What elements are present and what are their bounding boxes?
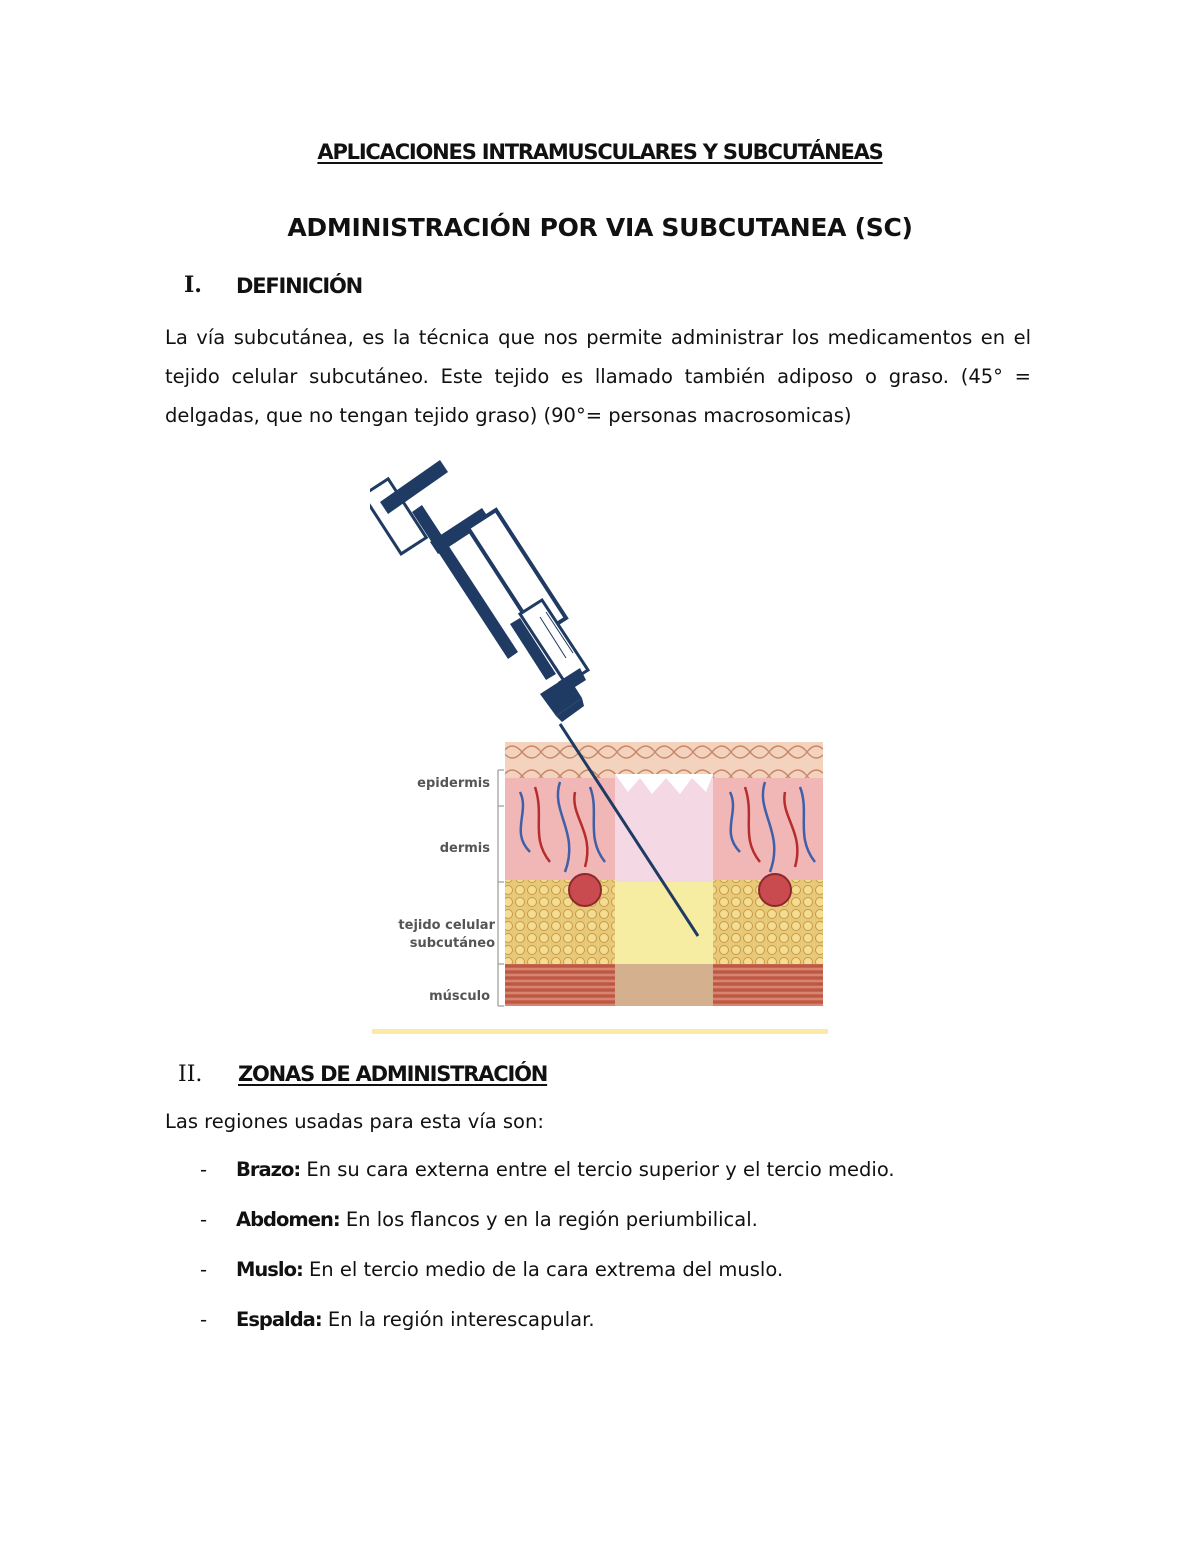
definition-paragraph bbox=[165, 318, 1031, 435]
regions-intro: Las regiones usadas para esta vía son: bbox=[165, 1110, 544, 1133]
syringe-skin-illustration bbox=[370, 452, 830, 1037]
region-description: En su cara externa entre el tercio superior y el tercio medio. bbox=[300, 1158, 895, 1181]
definition-line: tejido celular subcutáneo. Este tejido es llamado también adiposo o graso. (45° = bbox=[165, 365, 1031, 388]
tissue-cross-section bbox=[615, 742, 713, 1006]
definition-line: delgadas, que no tengan tejido graso) (90°= personas macrosomicas) bbox=[165, 404, 852, 427]
section-2-heading: ZONAS DE ADMINISTRACIÓN bbox=[238, 1062, 548, 1086]
label-tejido-celular: tejido celular bbox=[398, 918, 495, 933]
page-title: APLICACIONES INTRAMUSCULARES Y SUBCUTÁNEAS bbox=[317, 140, 883, 164]
region-term: Muslo: bbox=[236, 1258, 303, 1281]
label-subcutaneo: subcutáneo bbox=[409, 936, 495, 951]
layer-bracket bbox=[498, 770, 504, 1006]
list-dash: - bbox=[200, 1308, 208, 1331]
document-subtitle: ADMINISTRACIÓN POR VIA SUBCUTANEA (SC) bbox=[287, 213, 913, 242]
list-dash: - bbox=[200, 1158, 208, 1181]
section-1-heading: DEFINICIÓN bbox=[236, 274, 362, 298]
skin-block-right bbox=[713, 742, 823, 1006]
list-item bbox=[200, 1258, 895, 1308]
label-epidermis: epidermis bbox=[417, 776, 490, 791]
label-dermis: dermis bbox=[439, 841, 490, 856]
regions-list bbox=[200, 1158, 895, 1358]
region-description: En la región interescapular. bbox=[321, 1308, 595, 1331]
list-dash: - bbox=[200, 1208, 208, 1231]
list-dash: - bbox=[200, 1258, 208, 1281]
list-item bbox=[200, 1158, 895, 1208]
region-term: Espalda: bbox=[236, 1308, 322, 1331]
section-2-number: II. bbox=[178, 1062, 203, 1087]
figure-bottom-rule bbox=[372, 1029, 828, 1034]
label-musculo: músculo bbox=[429, 989, 490, 1004]
region-term: Abdomen: bbox=[236, 1208, 340, 1231]
section-1-number: I. bbox=[184, 272, 202, 298]
region-description: En los flancos y en la región periumbilical. bbox=[339, 1208, 758, 1231]
list-item bbox=[200, 1308, 895, 1358]
region-term: Brazo: bbox=[236, 1158, 301, 1181]
definition-line: La vía subcutánea, es la técnica que nos permite administrar los medicamentos en el bbox=[165, 326, 1031, 349]
region-description: En el tercio medio de la cara extrema del muslo. bbox=[302, 1258, 784, 1281]
list-item bbox=[200, 1208, 895, 1258]
